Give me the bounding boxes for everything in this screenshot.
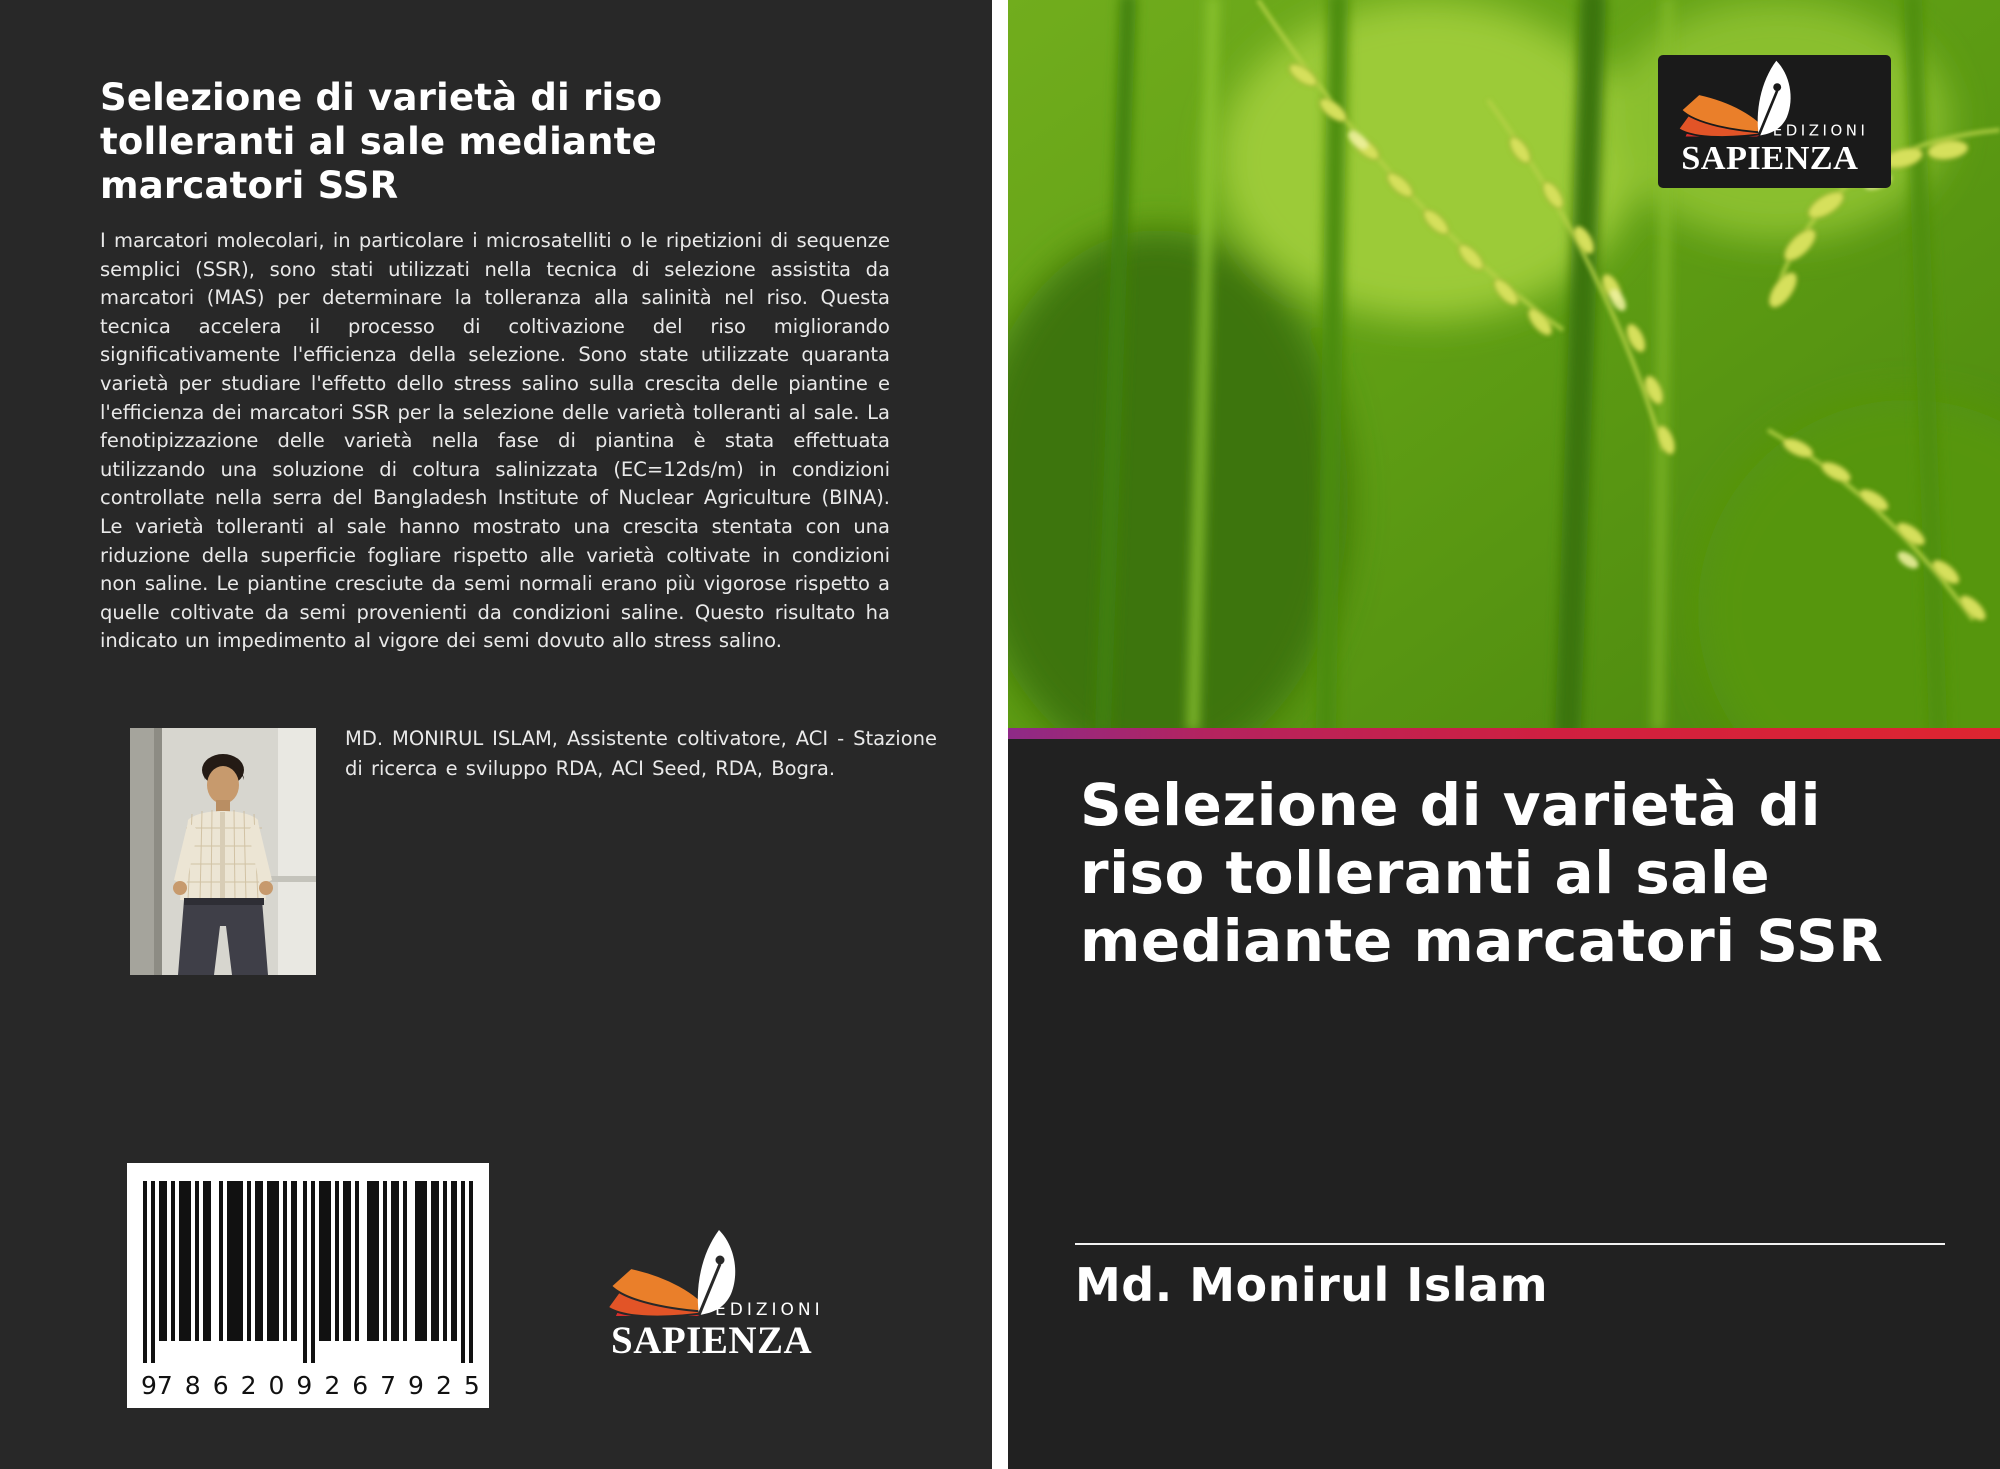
front-author-name: Md. Monirul Islam [1075,1258,1549,1312]
author-rule [1075,1243,1945,1245]
front-title-line: Selezione di varietà di [1080,771,1821,839]
barcode-digit-group: 9 [141,1371,157,1400]
title-stripe [1008,728,2000,739]
publisher-imprint-word: EDIZIONI [715,1300,824,1320]
front-title [1080,771,1940,975]
book-fan-icon [1678,94,1770,136]
back-title-line: marcatori SSR [100,164,399,207]
publisher-logo-back [605,1228,827,1362]
back-cover [0,0,992,1469]
publisher-name: SAPIENZA [1681,139,1859,177]
publisher-logo-front [1676,59,1871,177]
barcode-digit-group: 786209 [156,1371,325,1400]
barcode-digit-group: 267925 [324,1371,492,1400]
publisher-logo-badge [1658,55,1891,188]
author-bio: MD. MONIRUL ISLAM, Assistente coltivatore, ACI - Stazione di ricerca e sviluppo RDA, ACI Seed, RDA, Bogra. [345,727,937,780]
publisher-imprint-word: EDIZIONI [1772,122,1869,140]
front-cover [1008,0,2000,1469]
back-title-line: tolleranti al sale mediante [100,120,657,163]
barcode-bars [143,1181,473,1363]
page-gap [992,0,1008,1469]
back-description: I marcatori molecolari, in particolare i microsatelliti o le ripetizioni di sequenze semplici (SSR), sono stati utilizzati nella tecnica di selezione assistita da marcatori (MAS) per determinare la tolleranza alla salinità nel riso. Questa tecnica accelera il processo di coltivazione del riso migliorando significativamente l'efficienza della selezione. Sono state utilizzate quaranta varietà per studiare l'effetto dello stress salino sulla crescita delle piantine e l'efficienza dei marcatori SSR per la selezione delle varietà tolleranti al sale. La fenotipizzazione delle varietà nella fase di piantina è stata effettuata utilizzando una soluzione di coltura salinizzata (EC=12ds/m) in condizioni controllate nella serra del Bangladesh Institute of Nuclear Agriculture (BINA). Le varietà tolleranti al sale hanno mostrato una crescita stentata con una riduzione della superficie fogliare rispetto alle varietà coltivate in condizioni non saline. Le piantine cresciute da semi normali erano più vigorose rispetto a quelle coltivate da semi provenienti da condizioni saline. Questo risultato ha indicato un impedimento al vigore dei semi dovuto allo stress salino. [100,229,890,653]
back-title-line: Selezione di varietà di riso [100,76,663,119]
publisher-name: SAPIENZA [611,1319,813,1362]
barcode [127,1163,492,1408]
author-portrait-image [130,728,316,975]
back-title [100,76,820,208]
front-title-line: mediante marcatori SSR [1080,907,1884,975]
front-title-line: riso tolleranti al sale [1080,839,1771,907]
book-fan-icon [607,1268,711,1316]
barcode-digits [141,1371,492,1400]
author-photo [130,728,316,975]
